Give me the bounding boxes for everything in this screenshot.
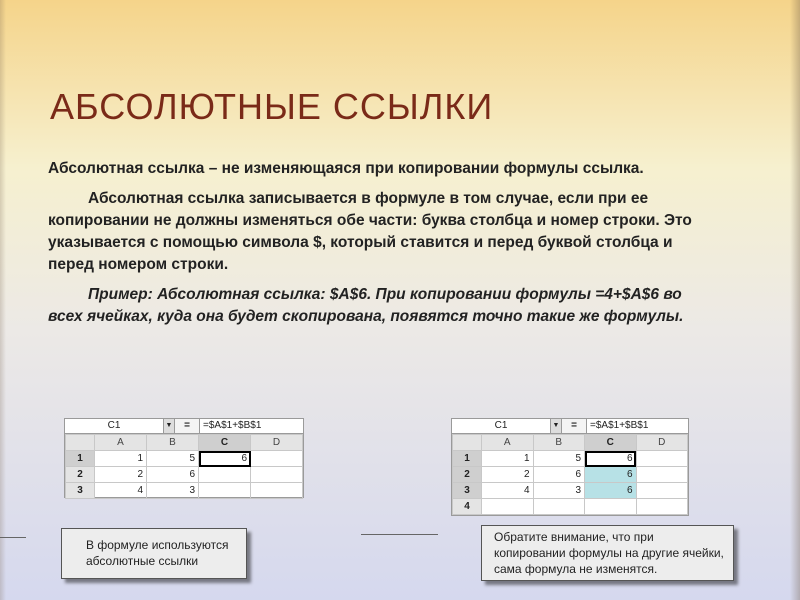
row-header[interactable]: 1 bbox=[453, 451, 482, 467]
cell[interactable] bbox=[636, 467, 688, 483]
cell[interactable]: 5 bbox=[533, 451, 585, 467]
table-row bbox=[453, 499, 688, 515]
corner-header[interactable] bbox=[66, 435, 95, 451]
cell[interactable]: 6 bbox=[533, 467, 585, 483]
column-header-c[interactable]: C bbox=[199, 435, 251, 451]
dropdown-arrow-icon[interactable]: ▼ bbox=[164, 419, 175, 433]
table-row bbox=[453, 467, 688, 483]
row-header[interactable]: 2 bbox=[66, 467, 95, 483]
name-box[interactable]: C1 bbox=[452, 419, 551, 433]
cell[interactable]: 3 bbox=[147, 483, 199, 499]
cell[interactable]: 2 bbox=[95, 467, 147, 483]
dropdown-arrow-icon[interactable]: ▼ bbox=[551, 419, 562, 433]
name-box[interactable]: C1 bbox=[65, 419, 164, 433]
table-row bbox=[66, 451, 303, 467]
table-row bbox=[66, 467, 303, 483]
formula-input[interactable]: =$A$1+$B$1 bbox=[200, 419, 303, 433]
cell[interactable] bbox=[199, 483, 251, 499]
example-paragraph: Пример: Абсолютная ссылка: $A$6. При копировании формулы =4+$A$6 во всех ячейках, куда она будет скопирована, появятся точно такие же формулы. bbox=[48, 286, 684, 325]
cell[interactable] bbox=[482, 499, 534, 515]
definition-paragraph: Абсолютная ссылка – не изменяющаяся при копировании формулы ссылка. bbox=[48, 160, 644, 177]
cell[interactable]: 1 bbox=[482, 451, 534, 467]
divider-line bbox=[361, 534, 438, 535]
row-header[interactable]: 1 bbox=[66, 451, 95, 467]
cell[interactable] bbox=[251, 467, 303, 483]
cell[interactable] bbox=[636, 451, 688, 467]
column-header-a[interactable]: A bbox=[95, 435, 147, 451]
table-row bbox=[453, 483, 688, 499]
column-header-c[interactable]: C bbox=[585, 435, 637, 451]
slide-right-edge bbox=[790, 0, 800, 600]
row-header[interactable]: 4 bbox=[453, 499, 482, 515]
formula-bar bbox=[65, 419, 303, 434]
cell[interactable] bbox=[533, 499, 585, 515]
cell[interactable]: 6 bbox=[147, 467, 199, 483]
copied-cell[interactable]: 6 bbox=[585, 483, 637, 499]
formula-bar bbox=[452, 419, 688, 434]
slide-left-edge bbox=[0, 0, 6, 600]
divider-line bbox=[0, 537, 26, 538]
slide-title: АБСОЛЮТНЫЕ ССЫЛКИ bbox=[50, 86, 494, 127]
row-header[interactable]: 2 bbox=[453, 467, 482, 483]
spreadsheet-left bbox=[64, 418, 304, 498]
spreadsheet-right bbox=[451, 418, 689, 516]
row-header[interactable]: 3 bbox=[453, 483, 482, 499]
cell[interactable]: 3 bbox=[533, 483, 585, 499]
cell[interactable] bbox=[636, 499, 688, 515]
equals-sign: = bbox=[175, 419, 200, 433]
table-row bbox=[453, 451, 688, 467]
cell[interactable]: 4 bbox=[482, 483, 534, 499]
column-header-b[interactable]: B bbox=[147, 435, 199, 451]
explanation-paragraph: Абсолютная ссылка записывается в формуле в том случае, если при ее копировании не должны изменяться обе части: буква столбца и номер строки. Это указывается с помощью символа $, который ставится и перед буквой столбца и перед номером строки. bbox=[48, 190, 692, 273]
selected-cell[interactable]: 6 bbox=[199, 451, 251, 467]
column-header-d[interactable]: D bbox=[251, 435, 303, 451]
cell[interactable] bbox=[251, 451, 303, 467]
callout-text: Обратите внимание, что при копировании формулы на другие ячейки, сама формула не изменятся. bbox=[494, 530, 724, 576]
column-header-a[interactable]: A bbox=[482, 435, 534, 451]
row-header[interactable]: 3 bbox=[66, 483, 95, 499]
corner-header[interactable] bbox=[453, 435, 482, 451]
cell[interactable] bbox=[251, 483, 303, 499]
cell[interactable] bbox=[636, 483, 688, 499]
callout-text: В формуле используются абсолютные ссылки bbox=[86, 538, 229, 568]
slide-body bbox=[48, 158, 708, 336]
copied-cell[interactable]: 6 bbox=[585, 467, 637, 483]
column-header-b[interactable]: B bbox=[533, 435, 585, 451]
column-header-d[interactable]: D bbox=[636, 435, 688, 451]
cell-grid bbox=[65, 434, 303, 499]
selected-cell[interactable]: 6 bbox=[585, 451, 637, 467]
cell[interactable] bbox=[199, 467, 251, 483]
cell[interactable]: 1 bbox=[95, 451, 147, 467]
cell[interactable]: 2 bbox=[482, 467, 534, 483]
callout-left bbox=[61, 528, 247, 579]
table-row bbox=[66, 483, 303, 499]
cell[interactable]: 4 bbox=[95, 483, 147, 499]
formula-input[interactable]: =$A$1+$B$1 bbox=[587, 419, 688, 433]
cell[interactable] bbox=[585, 499, 637, 515]
equals-sign: = bbox=[562, 419, 587, 433]
callout-right bbox=[481, 525, 734, 581]
cell[interactable]: 5 bbox=[147, 451, 199, 467]
cell-grid bbox=[452, 434, 688, 515]
